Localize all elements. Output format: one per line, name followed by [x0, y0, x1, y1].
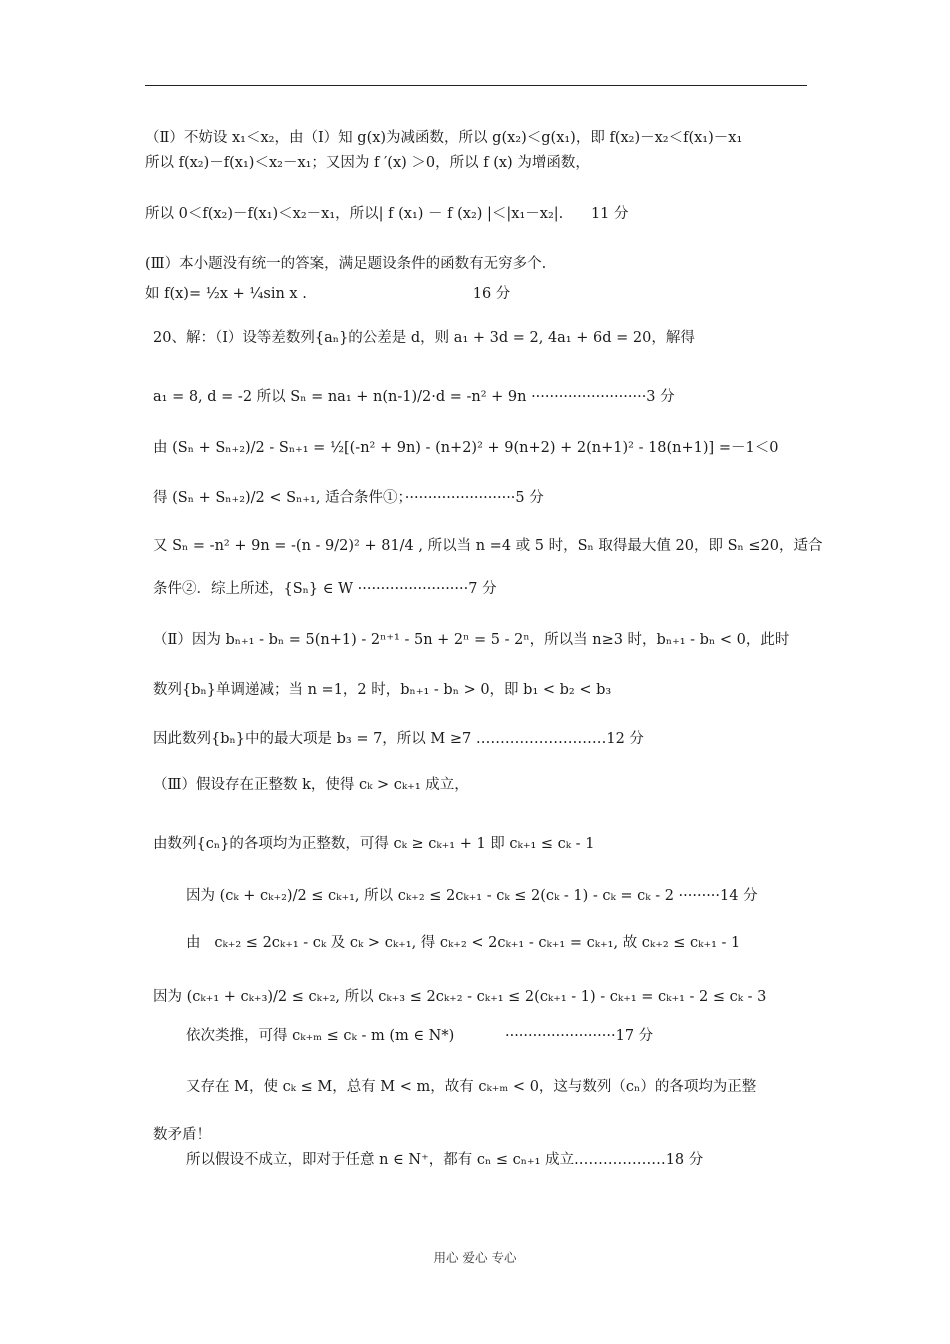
text-line: 如 f(x)= ½x + ¼sin x . 16 分: [145, 286, 511, 302]
text-line: （Ⅲ）假设存在正整数 k，使得 cₖ > cₖ₊₁ 成立，: [153, 777, 469, 793]
text-line: a₁ = 8, d = -2 所以 Sₙ = na₁ + n(n-1)/2·d = -n² + 9n ·························3 分: [153, 389, 675, 405]
text-line: 20、解：（Ⅰ）设等差数列{aₙ}的公差是 d，则 a₁ + 3d = 2, 4a₁ + 6d = 20，解得: [153, 330, 695, 346]
text-line: 得 (Sₙ + Sₙ₊₂)/2 < Sₙ₊₁, 适合条件①；························5 分: [153, 490, 544, 506]
text-line: 所以 0＜f(x₂)－f(x₁)＜x₂－x₁，所以| f (x₁) － f (x₂) |＜|x₁－x₂|. 11 分: [145, 206, 629, 222]
text-line: (Ⅲ）本小题没有统一的答案，满足题设条件的函数有无穷多个.: [145, 256, 547, 272]
header-rule: [145, 85, 807, 86]
text-line: 又存在 M，使 cₖ ≤ M，总有 M < m，故有 cₖ₊ₘ < 0，这与数列（cₙ）的各项均为正整: [186, 1079, 757, 1095]
text-line: （Ⅱ）因为 bₙ₊₁ - bₙ = 5(n+1) - 2ⁿ⁺¹ - 5n + 2ⁿ = 5 - 2ⁿ，所以当 n≥3 时，bₙ₊₁ - bₙ < 0，此时: [153, 632, 790, 648]
text-line: 所以 f(x₂)－f(x₁)＜x₂－x₁；又因为 f ′(x) ＞0，所以 f (x) 为增函数，: [145, 155, 590, 171]
text-line: （Ⅱ）不妨设 x₁＜x₂，由（Ⅰ）知 g(x)为减函数，所以 g(x₂)＜g(x₁)，即 f(x₂)－x₂＜f(x₁)－x₁: [145, 130, 743, 146]
text-line: 数列{bₙ}单调递减；当 n =1，2 时，bₙ₊₁ - bₙ > 0，即 b₁ < b₂ < b₃: [153, 682, 612, 698]
text-line: 因此数列{bₙ}中的最大项是 b₃ = 7，所以 M ≥7 ………………………12 分: [153, 731, 644, 747]
text-line: 由数列{cₙ}的各项均为正整数，可得 cₖ ≥ cₖ₊₁ + 1 即 cₖ₊₁ ≤ cₖ - 1: [153, 836, 595, 852]
text-line: 所以假设不成立，即对于任意 n ∈ N⁺，都有 cₙ ≤ cₙ₊₁ 成立.………………18 分: [186, 1152, 704, 1168]
text-line: 因为 (cₖ₊₁ + cₖ₊₃)/2 ≤ cₖ₊₂, 所以 cₖ₊₃ ≤ 2cₖ₊₂ - cₖ₊₁ ≤ 2(cₖ₊₁ - 1) - cₖ₊₁ = cₖ₊₁ - 2 ≤ cₖ - 3: [153, 989, 767, 1005]
text-line: 数矛盾！: [153, 1127, 211, 1143]
text-line: 又 Sₙ = -n² + 9n = -(n - 9/2)² + 81/4 , 所以当 n =4 或 5 时，Sₙ 取得最大值 20，即 Sₙ ≤20，适合: [153, 538, 823, 554]
text-line: 依次类推，可得 cₖ₊ₘ ≤ cₖ - m (m ∈ N*) ························17 分: [186, 1028, 654, 1044]
text-line: 由 (Sₙ + Sₙ₊₂)/2 - Sₙ₊₁ = ½[(-n² + 9n) - (n+2)² + 9(n+2) + 2(n+1)² - 18(n+1)] =－1＜0: [153, 440, 779, 456]
text-line: 因为 (cₖ + cₖ₊₂)/2 ≤ cₖ₊₁, 所以 cₖ₊₂ ≤ 2cₖ₊₁ - cₖ ≤ 2(cₖ - 1) - cₖ = cₖ - 2 ·········14 分: [186, 888, 758, 904]
text-line: 条件②．综上所述，{Sₙ} ∈ W ························7 分: [153, 581, 497, 597]
text-line: 由 cₖ₊₂ ≤ 2cₖ₊₁ - cₖ 及 cₖ > cₖ₊₁, 得 cₖ₊₂ < 2cₖ₊₁ - cₖ₊₁ = cₖ₊₁, 故 cₖ₊₂ ≤ cₖ₊₁ - 1: [186, 935, 741, 951]
page-footer: 用心 爱心 专心: [433, 1250, 517, 1265]
